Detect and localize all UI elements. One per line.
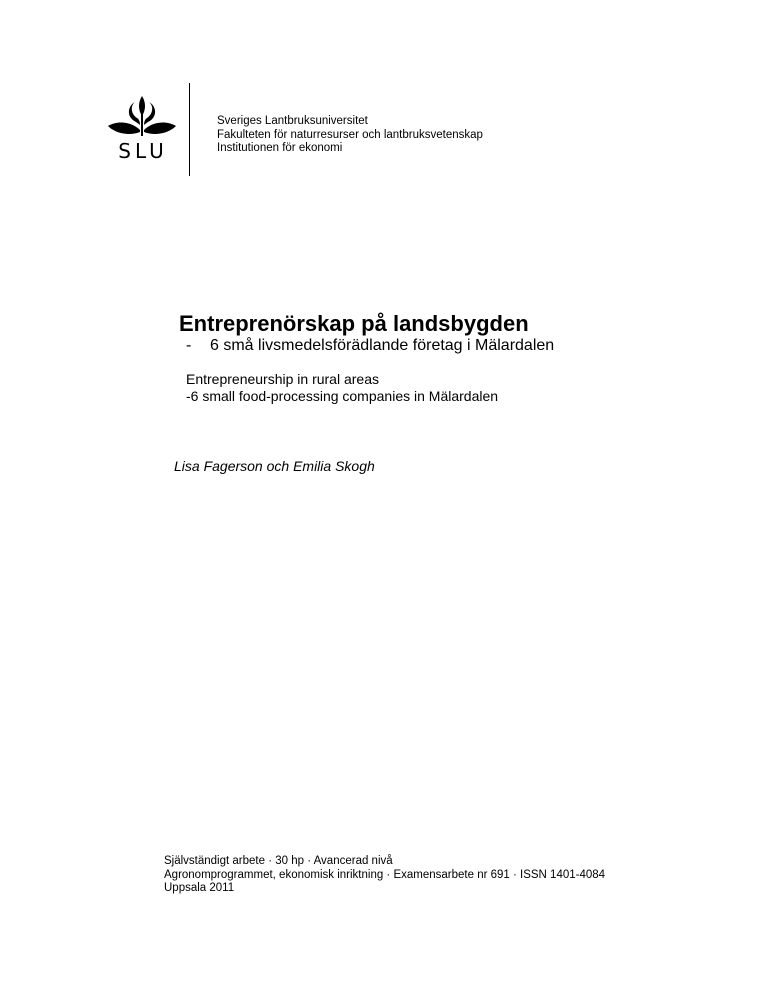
authors: Lisa Fagerson och Emilia Skogh bbox=[174, 458, 375, 474]
thesis-subtitle-line bbox=[186, 336, 554, 356]
faculty-name: Fakulteten för naturresurser och lantbruksvetenskap bbox=[217, 128, 483, 141]
footer-place-year: Uppsala 2011 bbox=[164, 882, 235, 894]
english-subtitle: -6 small food-processing companies in Mälardalen bbox=[186, 388, 499, 404]
footer-programme: Agronomprogrammet, ekonomisk inriktning · Examensarbete nr 691 · ISSN 1401-4084 bbox=[164, 868, 606, 881]
thesis-subtitle: 6 små livsmedelsförädlande företag i Mälardalen bbox=[210, 337, 555, 354]
thesis-title: Entreprenörskap på landsbygden bbox=[179, 311, 529, 336]
slu-plant-icon bbox=[104, 92, 180, 142]
department-name: Institutionen för ekonomi bbox=[217, 142, 343, 154]
university-name: Sveriges Lantbruksuniversitet bbox=[217, 115, 368, 127]
footer-block bbox=[164, 855, 605, 896]
subtitle-dash: - bbox=[186, 337, 192, 354]
header-divider bbox=[189, 83, 190, 176]
english-title-block bbox=[186, 371, 498, 405]
institution-block bbox=[217, 115, 483, 156]
footer-level: Självständigt arbete · 30 hp · Avancerad nivå bbox=[164, 855, 393, 867]
english-title: Entrepreneurship in rural areas bbox=[186, 371, 379, 387]
logo-wordmark: SLU bbox=[118, 139, 168, 163]
